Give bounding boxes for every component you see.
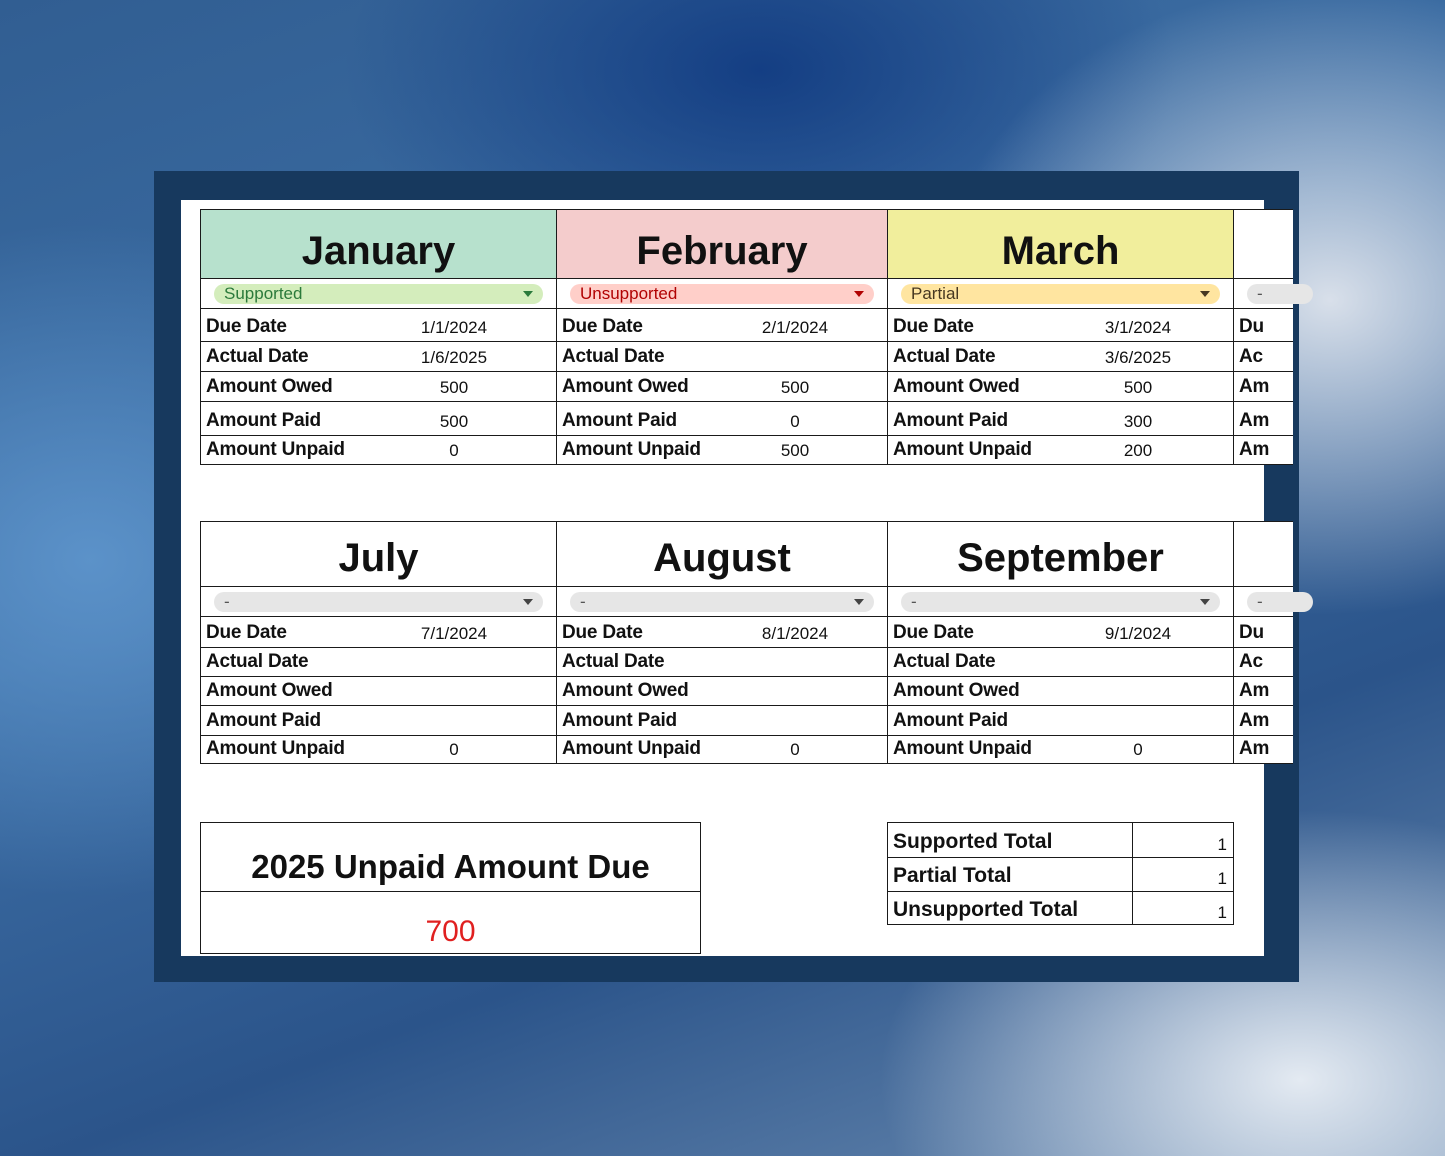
status-dropdown[interactable] (214, 592, 543, 612)
summary-row-supported: Supported Total 1 (888, 823, 1233, 858)
row-amount-unpaid: Am (1239, 439, 1270, 460)
status-value: - (911, 592, 917, 611)
month-title (1234, 210, 1293, 279)
unpaid-amount-box (200, 822, 701, 954)
status-dropdown[interactable] (901, 284, 1220, 304)
row-amount-unpaid: Amount Unpaid 0 (562, 738, 800, 759)
month-block-july (200, 521, 557, 764)
month-block-january (200, 209, 557, 465)
row-amount-paid: Amount Paid (888, 705, 1233, 736)
summary-row-unsupported: Unsupported Total 1 (893, 898, 1227, 922)
status-value: - (224, 592, 230, 611)
row-amount-unpaid: Amount Unpaid 500 (562, 439, 810, 460)
month-title: January (201, 210, 556, 279)
status-dropdown[interactable] (901, 592, 1220, 612)
month-block-partial (1233, 521, 1293, 764)
row-actual-date: Actual Date 3/6/2025 (888, 341, 1233, 372)
row-actual-date: Ac (1234, 341, 1293, 372)
unpaid-amount-title: 2025 Unpaid Amount Due (201, 823, 700, 892)
month-title: August (557, 522, 887, 587)
row-actual-date: Actual Date (888, 647, 1233, 677)
status-dropdown[interactable]: - (1247, 592, 1313, 612)
row-actual-date: Ac (1234, 647, 1293, 677)
row-due-date: Due Date 8/1/2024 (557, 616, 887, 648)
status-value: - (580, 592, 586, 611)
dropdown-arrow-icon (854, 599, 864, 605)
row-actual-date: Actual Date (557, 647, 887, 677)
row-amount-owed: Amount Owed 500 (201, 371, 556, 402)
month-title: February (557, 210, 887, 279)
month-block-march (887, 209, 1234, 465)
status-dropdown[interactable] (214, 284, 543, 304)
month-block-february (556, 209, 888, 465)
row-amount-unpaid: Amount Unpaid 200 (893, 439, 1153, 460)
dropdown-arrow-icon (854, 291, 864, 297)
row-amount-owed: Amount Owed 500 (557, 371, 887, 402)
dropdown-arrow-icon (523, 291, 533, 297)
status-value: Partial (911, 284, 960, 303)
unpaid-amount-value[interactable]: 700 (425, 915, 476, 948)
month-block-partial (1233, 209, 1293, 465)
row-actual-date: Actual Date (557, 341, 887, 372)
row-due-date: Due Date 3/1/2024 (888, 308, 1233, 342)
row-amount-unpaid: Am (1239, 738, 1270, 759)
row-amount-paid: Am (1234, 401, 1293, 436)
status-value: Unsupported (580, 284, 678, 303)
status-dropdown[interactable]: - (1247, 284, 1313, 304)
month-title: September (888, 522, 1233, 587)
row-amount-paid: Amount Paid 300 (888, 401, 1233, 436)
month-title: July (201, 522, 556, 587)
row-due-date: Due Date 9/1/2024 (888, 616, 1233, 648)
row-due-date: Due Date 2/1/2024 (557, 308, 887, 342)
month-block-august (556, 521, 888, 764)
row-amount-owed: Am (1234, 371, 1293, 402)
row-amount-unpaid: Amount Unpaid 0 (206, 439, 459, 460)
row-amount-paid: Amount Paid 500 (201, 401, 556, 436)
dropdown-arrow-icon (1200, 599, 1210, 605)
row-amount-owed: Amount Owed (888, 676, 1233, 706)
month-title (1234, 522, 1293, 587)
row-amount-unpaid: Amount Unpaid 0 (893, 738, 1143, 759)
row-due-date: Du (1234, 616, 1293, 648)
row-actual-date: Actual Date (201, 647, 556, 677)
row-amount-owed: Amount Owed (201, 676, 556, 706)
status-dropdown[interactable] (570, 284, 874, 304)
summary-row-partial: Partial Total 1 (888, 857, 1233, 892)
row-due-date: Due Date 1/1/2024 (201, 308, 556, 342)
status-value: Supported (224, 284, 303, 303)
row-amount-paid: Amount Paid (201, 705, 556, 736)
month-title: March (888, 210, 1233, 279)
row-amount-paid: Am (1234, 705, 1293, 736)
row-due-date: Due Date 7/1/2024 (201, 616, 556, 648)
status-summary-table (887, 822, 1234, 925)
month-block-september (887, 521, 1234, 764)
dropdown-arrow-icon (523, 599, 533, 605)
row-actual-date: Actual Date 1/6/2025 (201, 341, 556, 372)
row-amount-paid: Amount Paid (557, 705, 887, 736)
spreadsheet-view (181, 200, 1270, 956)
row-due-date: Du (1234, 308, 1293, 342)
row-amount-unpaid: Amount Unpaid 0 (206, 738, 459, 759)
status-dropdown[interactable] (570, 592, 874, 612)
row-amount-owed: Amount Owed 500 (888, 371, 1233, 402)
row-amount-paid: Amount Paid 0 (557, 401, 887, 436)
row-amount-owed: Amount Owed (557, 676, 887, 706)
dropdown-arrow-icon (1200, 291, 1210, 297)
row-amount-owed: Am (1234, 676, 1293, 706)
